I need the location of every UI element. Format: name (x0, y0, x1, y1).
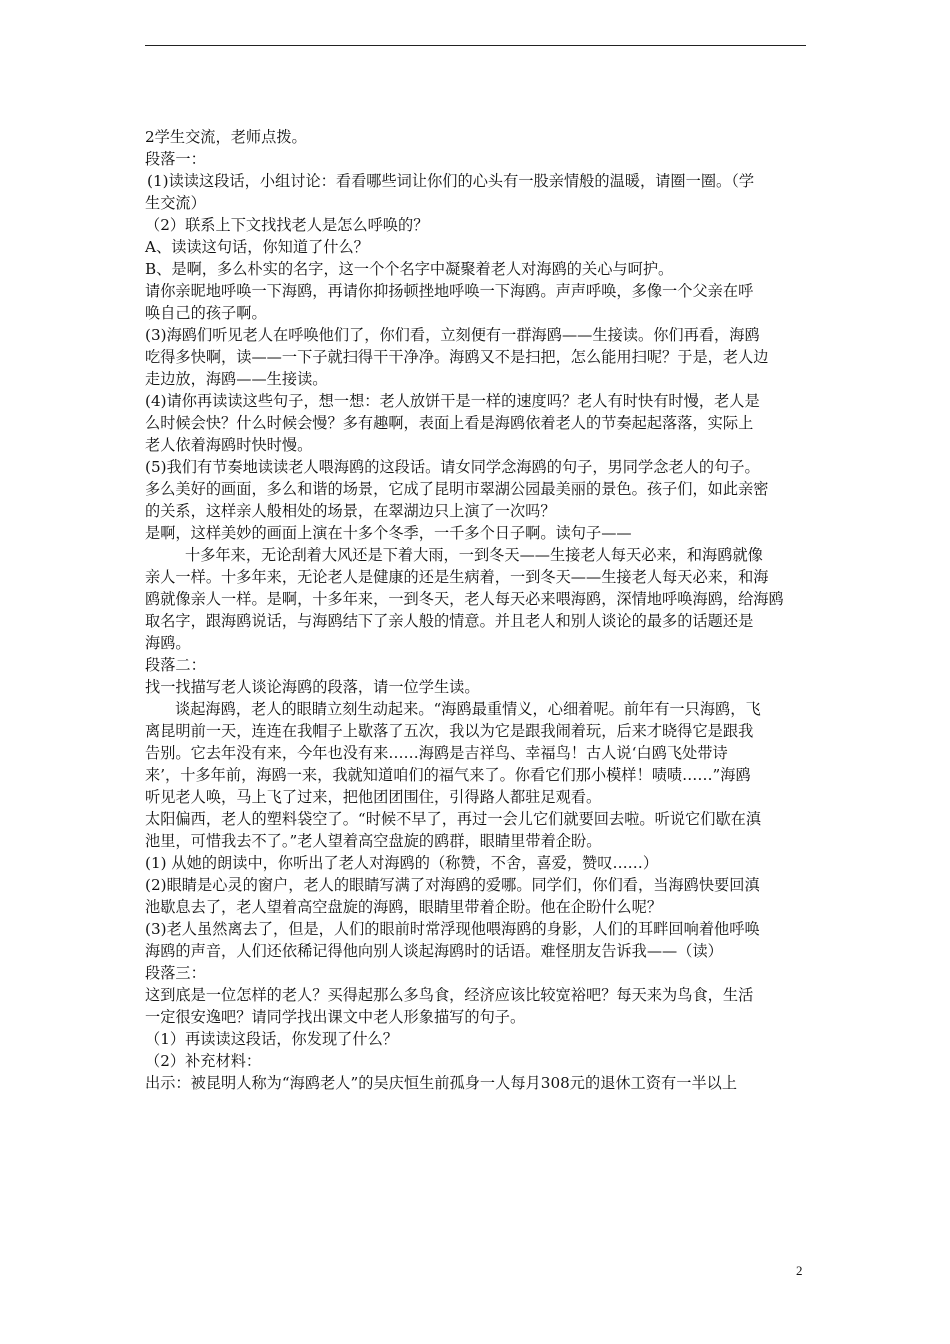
text-line: 请你亲昵地呼唤一下海鸥，再请你抑扬顿挫地呼唤一下海鸥。声声呼唤，多像一个父亲在呼 (145, 282, 754, 300)
page-number: 2 (796, 1263, 803, 1278)
text-line: (1) 从她的朗读中，你听出了老人对海鸥的（称赞，不舍，喜爱，赞叹……） (145, 854, 659, 872)
text-line: 生交流） (145, 194, 206, 212)
text-line: 走边放，海鸥——生接读。 (145, 370, 328, 388)
text-line: 是啊，这样美妙的画面上演在十多个冬季，一千多个日子啊。读句子—— (145, 524, 632, 542)
text-line: （2）补充材料： (145, 1052, 262, 1070)
section-heading: 段落一： (145, 150, 206, 168)
text-line: 老人依着海鸥时快时慢。 (145, 436, 313, 454)
section-heading: 段落三： (145, 964, 206, 982)
text-line: 十多年来，无论刮着大风还是下着大雨，一到冬天——生接老人每天必来，和海鸥就像 (185, 546, 763, 564)
text-line: (3)海鸥们听见老人在呼唤他们了，你们看，立刻便有一群海鸥——生接读。你们再看，海鸥 (145, 326, 760, 344)
text-line: 太阳偏西，老人的塑料袋空了。“时候不早了，再过一会儿它们就要回去啦。听说它们歇在滇 (145, 810, 762, 828)
text-line: 这到底是一位怎样的老人？买得起那么多鸟食，经济应该比较宽裕吧？每天来为鸟食，生活 (145, 986, 754, 1004)
text-line: (2)眼睛是心灵的窗户，老人的眼睛写满了对海鸥的爱哪。同学们，你们看，当海鸥快要回滇 (145, 876, 760, 894)
header-rule (145, 45, 806, 46)
text-line: 找一找描写老人谈论海鸥的段落，请一位学生读。 (145, 678, 480, 696)
text-line: (4)请你再读读这些句子，想一想：老人放饼干是一样的速度吗？老人有时快有时慢，老人是 (145, 392, 760, 410)
text-line: B、是啊，多么朴实的名字，这一个个名字中凝聚着老人对海鸥的关心与呵护。 (145, 260, 674, 278)
text-line: 么时候会快？什么时候会慢？多有趣啊，表面上看是海鸥依着老人的节奏起起落落，实际上 (145, 414, 754, 432)
text-line: 池里，可惜我去不了。”老人望着高空盘旋的鸥群，眼睛里带着企盼。 (145, 832, 602, 850)
text-line: 取名字，跟海鸥说话，与海鸥结下了亲人般的情意。并且老人和别人谈论的最多的话题还是 (145, 612, 754, 630)
text-line: 唤自己的孩子啊。 (145, 304, 267, 322)
text-line: 出示：被昆明人称为“海鸥老人”的吴庆恒生前孤身一人每月308元的退休工资有一半以上 (145, 1074, 738, 1092)
text-line: 来’，十多年前，海鸥一来，我就知道咱们的福气来了。你看它们那小模样！啧啧……”海鸥 (145, 766, 751, 784)
text-line: 离昆明前一天，连连在我帽子上歇落了五次，我以为它是跟我闹着玩，后来才晓得它是跟我 (145, 722, 754, 740)
text-line: 池歇息去了，老人望着高空盘旋的海鸥，眼睛里带着企盼。他在企盼什么呢？ (145, 898, 663, 916)
text-line: 鸥就像亲人一样。是啊，十多年来，一到冬天，老人每天必来喂海鸥，深情地呼唤海鸥，给海鸥 (145, 590, 784, 608)
section-heading: 段落二： (145, 656, 206, 674)
text-line: 听见老人唤，马上飞了过来，把他团团围住，引得路人都驻足观看。 (145, 788, 602, 806)
text-line: 谈起海鸥，老人的眼睛立刻生动起来。“海鸥最重情义，心细着呢。前年有一只海鸥，飞 (175, 700, 761, 718)
text-line: 的关系，这样亲人般相处的场景，在翠湖边只上演了一次吗？ (145, 502, 556, 520)
text-line: 海鸥的声音，人们还依稀记得他向别人谈起海鸥时的话语。难怪朋友告诉我——（读） (145, 942, 723, 960)
text-line: （1）再读读这段话，你发现了什么？ (145, 1030, 399, 1048)
text-line: 2学生交流，老师点拨。 (145, 128, 307, 146)
text-line: (5)我们有节奏地读读老人喂海鸥的这段话。请女同学念海鸥的句子，男同学念老人的句子。 (145, 458, 760, 476)
text-line: （2）联系上下文找找老人是怎么呼唤的？ (145, 216, 429, 234)
text-line: 吃得多快啊，读——一下子就扫得干干净净。海鸥又不是扫把，怎么能用扫呢？于是，老人边 (145, 348, 769, 366)
text-line: A、读读这句话，你知道了什么？ (145, 238, 369, 256)
text-line: 一定很安逸吧？请同学找出课文中老人形象描写的句子。 (145, 1008, 526, 1026)
text-line: 亲人一样。十多年来，无论老人是健康的还是生病着，一到冬天——生接老人每天必来，和海 (145, 568, 769, 586)
text-line: 多么美好的画面，多么和谐的场景，它成了昆明市翠湖公园最美丽的景色。孩子们，如此亲密 (145, 480, 769, 498)
text-line: 告别。它去年没有来，今年也没有来……海鸥是吉祥鸟、幸福鸟！古人说‘白鸥飞处带诗 (145, 744, 728, 762)
text-line: (1)读读这段话，小组讨论：看看哪些词让你们的心头有一股亲情般的温暖，请圈一圈。（学 (147, 172, 755, 190)
text-line: (3)老人虽然离去了，但是，人们的眼前时常浮现他喂海鸥的身影，人们的耳畔回响着他呼唤 (145, 920, 760, 938)
document-body (145, 126, 806, 1094)
text-line: 海鸥。 (145, 634, 191, 652)
